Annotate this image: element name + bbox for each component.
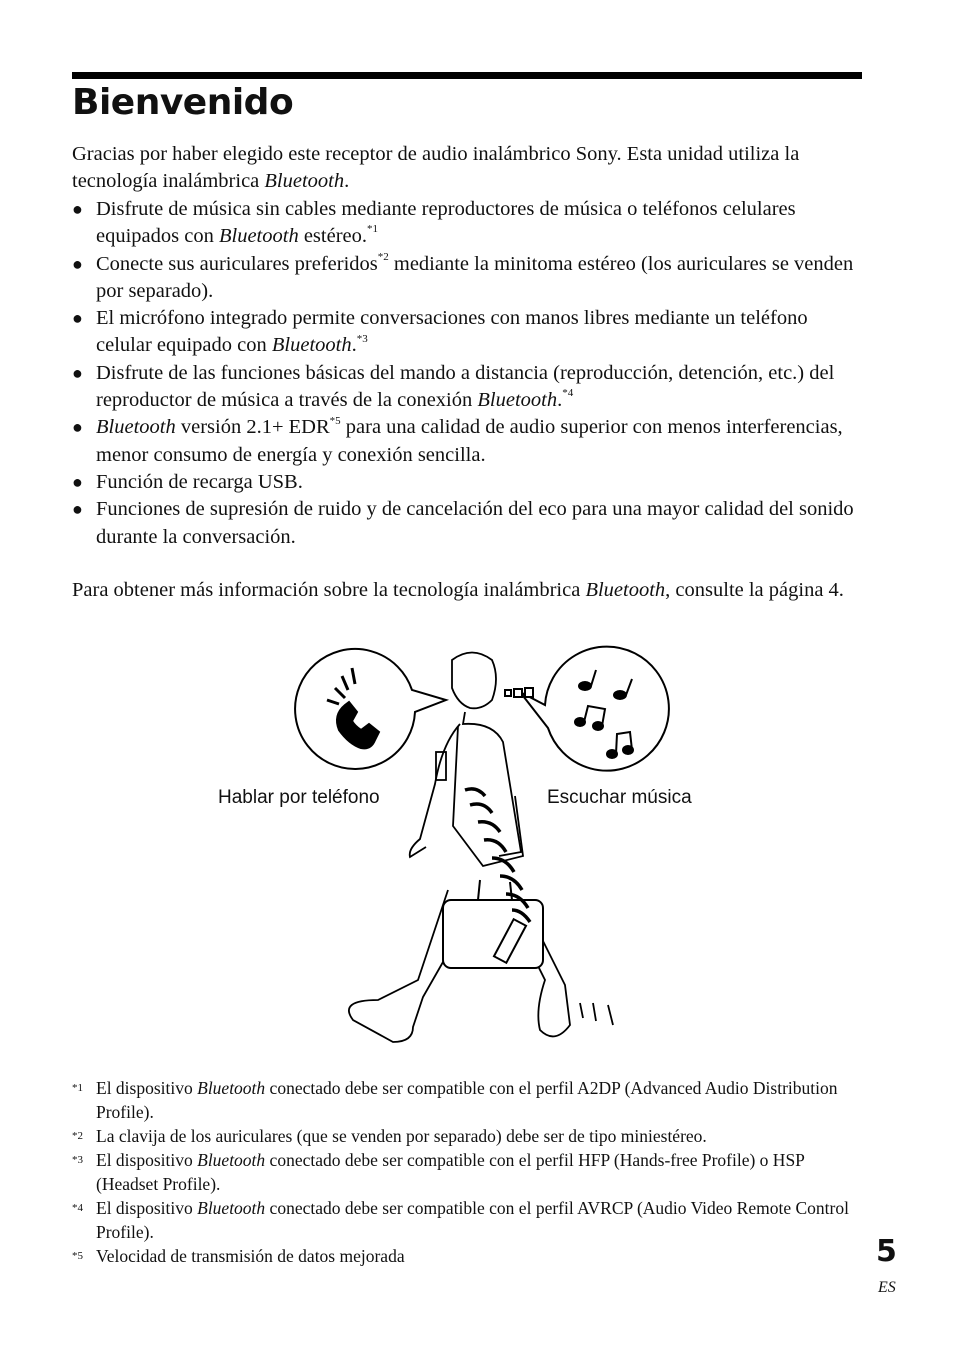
footnote-item: *2 La clavija de los auriculares (que se venden por separado) debe ser de tipo miniestéreo. (72, 1126, 707, 1146)
briefcase-icon (443, 880, 543, 968)
more-info-paragraph: Para obtener más información sobre la tecnología inalámbrica Bluetooth, consulte la página 4. (72, 579, 844, 601)
page-language: ES (878, 1279, 896, 1296)
footnote-item: *3 El dispositivo Bluetooth conectado debe ser compatible con el perfil HFP (Hands-free Profile) o HSP (Headset Profile). (72, 1150, 805, 1194)
label-listen-music: Escuchar música (547, 787, 692, 808)
bullet-icon: ● (72, 362, 83, 383)
bullet-icon: ● (72, 499, 83, 520)
intro-paragraph: Gracias por haber elegido este receptor de audio inalámbrico Sony. Esta unidad utiliza la tecnología inalámbrica Bluetooth. (72, 143, 800, 193)
music-bubble (505, 647, 669, 771)
bullet-icon: ● (72, 417, 83, 438)
header-rule (72, 72, 862, 79)
feature-item: ● Disfrute de las funciones básicas del mando a distancia (reproducción, detención, etc.) del reproductor de música a través de la conexión Bluetooth.$^{*4}$ (72, 361, 835, 412)
feature-item: ● Funciones de supresión de ruido y de cancelación del eco para una mayor calidad del sonido durante la conversación. (72, 498, 854, 548)
bullet-icon: ● (72, 308, 83, 329)
feature-item: ● El micrófono integrado permite conversaciones con manos libres mediante un teléfono celular equipado con Bluetooth.$^{*3}$ (72, 307, 808, 357)
footnotes (72, 1076, 862, 1268)
feature-item: ● Bluetooth versión $2.1+ EDR^{*5}$ para una calidad de audio superior con menos interferencias, menor consumo de energía y conexión sencilla. (72, 414, 843, 466)
bullet-icon: ● (72, 199, 83, 219)
walking-person-illustration (200, 640, 760, 1060)
label-talk-phone: Hablar por teléfono (218, 787, 380, 808)
footnote-item: *4 El dispositivo Bluetooth conectado debe ser compatible con el perfil AVRCP (Audio Video Remote Control Profile). (72, 1198, 849, 1242)
page-title: Bienvenido (72, 82, 294, 123)
phone-bubble (295, 649, 446, 769)
feature-item: ● Conecte sus auriculares preferidos$^{*2}$ mediante la minitoma estéreo (los auriculares se venden por separado). (72, 250, 854, 302)
feature-list (72, 196, 867, 551)
bullet-icon: ● (72, 253, 83, 274)
bullet-icon: ● (72, 471, 83, 492)
feature-item: ● Función de recarga USB. (72, 469, 867, 496)
footnote-item: *1 El dispositivo Bluetooth conectado debe ser compatible con el perfil A2DP (Advanced Audio Distribution Profile). (72, 1078, 838, 1122)
feature-item: ● Disfrute de música sin cables mediante reproductores de música o teléfonos celulares equipados con Bluetooth estéreo.$^{*1}$ (72, 198, 796, 248)
footnote-item: *5 Velocidad de transmisión de datos mejorada (72, 1246, 405, 1266)
page-number: 5 (876, 1234, 897, 1269)
